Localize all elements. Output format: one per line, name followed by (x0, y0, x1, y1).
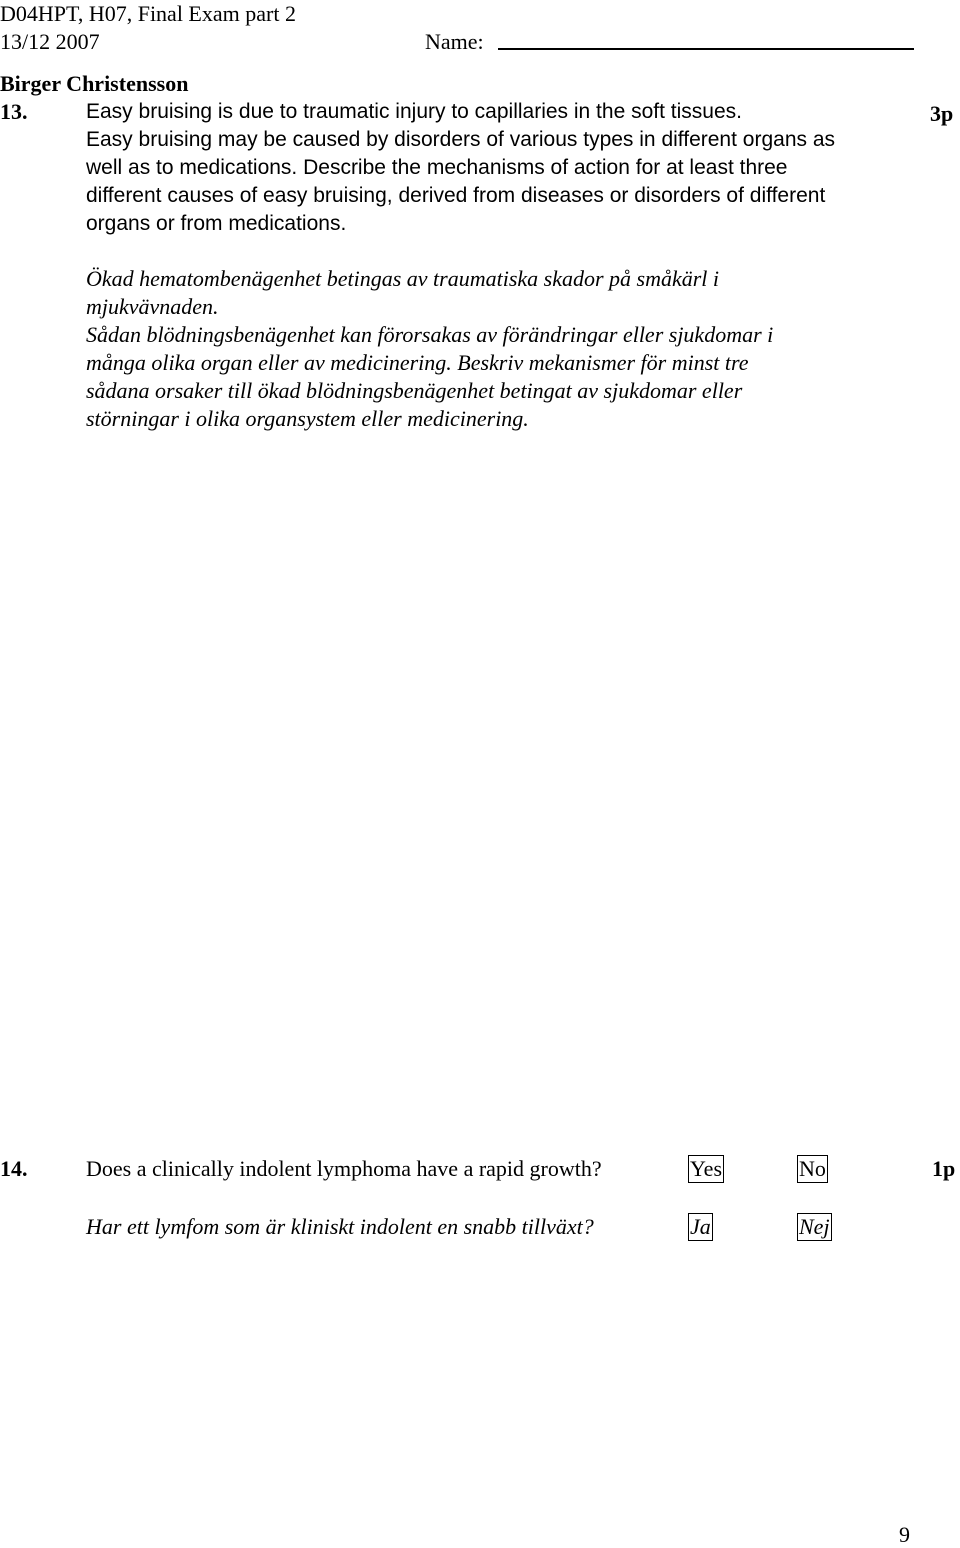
question-13-english (86, 98, 886, 238)
answer-ja[interactable] (688, 1213, 713, 1241)
exam-date: 13/12 2007 (0, 29, 100, 54)
answer-no-label: No (799, 1156, 826, 1181)
question-13-swedish (86, 265, 906, 433)
question-13-swedish-line: många olika organ eller av medicinering. Beskriv mekanismer för minst tre (86, 350, 749, 375)
question-13-swedish-line: mjukvävnaden. (86, 294, 219, 319)
question-13-english-line: Easy bruising is due to traumatic injury to capillaries in the soft tissues. (86, 100, 742, 123)
question-13-english-line: different causes of easy bruising, derived from diseases or disorders of different (86, 184, 826, 207)
question-13-swedish-line: störningar i olika organsystem eller medicinering. (86, 406, 529, 431)
question-14-english: Does a clinically indolent lymphoma have a rapid growth? (86, 1156, 602, 1181)
question-13-swedish-line: Sådan blödningsbenägenhet kan förorsakas av förändringar eller sjukdomar i (86, 322, 774, 347)
question-14-swedish: Har ett lymfom som är kliniskt indolent en snabb tillväxt? (86, 1214, 594, 1239)
page-number: 9 (899, 1522, 910, 1547)
author-name: Birger Christensson (0, 71, 189, 96)
question-13-english-line: well as to medications. Describe the mechanisms of action for at least three (86, 156, 788, 179)
question-14-points: 1p (932, 1156, 956, 1181)
answer-nej[interactable] (797, 1213, 832, 1241)
question-13-number: 13. (0, 99, 28, 124)
answer-yes-label: Yes (690, 1156, 723, 1181)
name-label: Name: (425, 29, 484, 54)
question-13-swedish-line: Ökad hematombenägenhet betingas av traumatiska skador på småkärl i (86, 266, 720, 291)
answer-ja-label: Ja (690, 1214, 711, 1239)
question-13-swedish-line: sådana orsaker till ökad blödningsbenägenhet betingat av sjukdomar eller (86, 378, 743, 403)
question-14-number: 14. (0, 1156, 28, 1181)
question-13-english-line: Easy bruising may be caused by disorders of various types in different organs as (86, 128, 836, 151)
question-13-english-line: organs or from medications. (86, 212, 347, 235)
exam-course: D04HPT, H07, Final Exam part 2 (0, 1, 296, 26)
answer-yes[interactable] (688, 1155, 724, 1183)
answer-nej-label: Nej (799, 1214, 830, 1239)
answer-no[interactable] (797, 1155, 828, 1183)
question-13-points: 3p (930, 101, 954, 126)
name-field[interactable] (498, 48, 914, 50)
